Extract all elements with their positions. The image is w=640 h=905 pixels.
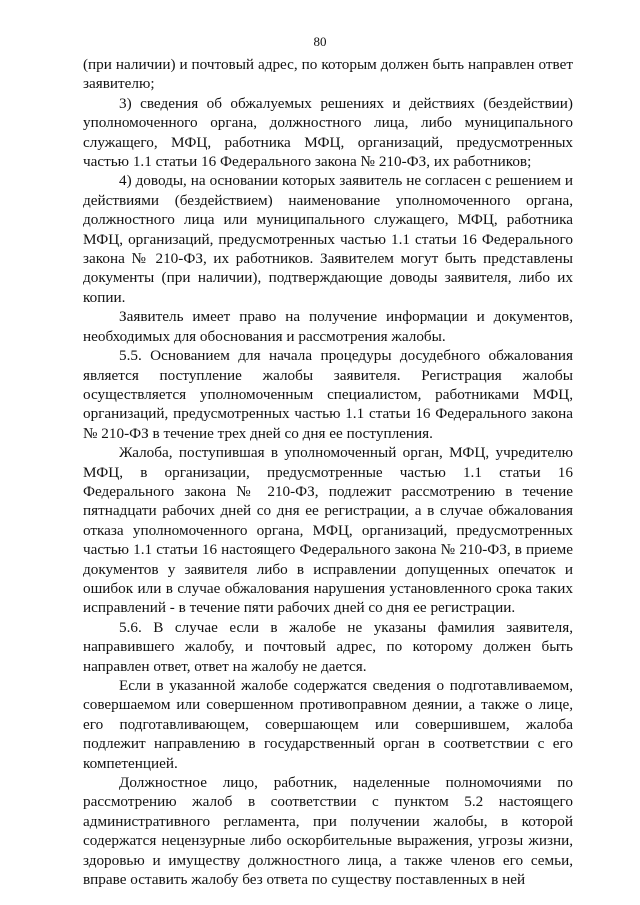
paragraph-unlawful-act-info: Если в указанной жалобе содержатся сведения о подготавливаемом, совершаемом или совершенном противоправном деянии, а также о лице, его подготавливающем, совершающем или совершившем, жалоба подлежит направлению в государственный орган в соответствии с его компетенцией. — [83, 677, 573, 772]
paragraph-offensive-content: Должностное лицо, работник, наделенные полномочиями по рассмотрению жалоб в соответствии с пунктом 5.2 настоящего административного регламента, при получении жалобы, в которой содержатся нецензурные либо оскорбительные выражения, угрозы жизни, здоровью и имуществу должностного лица, а также членов его семьи, вправе оставить жалобу без ответа по существу поставленных в ней — [83, 774, 573, 889]
paragraph-applicant-rights: Заявитель имеет право на получение информации и документов, необходимых для обоснования и рассмотрения жалобы. — [83, 308, 573, 345]
page-number: 80 — [313, 34, 327, 49]
paragraph-complaint-review-terms: Жалоба, поступившая в уполномоченный орган, МФЦ, учредителю МФЦ, в организации, предусмотренные частью 1.1 статьи 16 Федерального закона № 210-ФЗ, подлежит рассмотрению в течение пятнадцати рабочих дней со дня ее регистрации, а в случае обжалования отказа уполномоченного органа, МФЦ, организаций, предусмотренных частью 1.1 статьи 16 настоящего Федерального закона № 210-ФЗ, в приеме документов у заявителя либо в исправлении допущенных опечаток и ошибок или в случае обжалования нарушения установленного срока таких исправлений - в течение пяти рабочих дней со дня ее регистрации. — [83, 444, 573, 617]
paragraph-item-3: 3) сведения об обжалуемых решениях и действиях (бездействии) уполномоченного органа, должностного лица, либо муниципального служащего, МФЦ, работника МФЦ, организаций, предусмотренных частью 1.1 статьи 16 Федерального закона № 210-ФЗ, их работников; — [83, 94, 573, 171]
paragraph-section-5-6: 5.6. В случае если в жалобе не указаны фамилия заявителя, направившего жалобу, и почтовый адрес, по которому должен быть направлен ответ, ответ на жалобу не дается. — [83, 618, 573, 675]
paragraph-item-4: 4) доводы, на основании которых заявитель не согласен с решением и действиями (бездействием) наименование уполномоченного органа, должностного лица или муниципального служащего, МФЦ, работника МФЦ, организаций, предусмотренных частью 1.1 статьи 16 Федерального закона № 210-ФЗ, их работников. Заявителем могут быть представлены документы (при наличии), подтверждающие доводы заявителя, либо их копии. — [83, 172, 573, 306]
document-body — [83, 55, 573, 889]
paragraph-section-5-5: 5.5. Основанием для начала процедуры досудебного обжалования является поступление жалобы заявителя. Регистрация жалобы осуществляется уполномоченным специалистом, работниками МФЦ, организаций, предусмотренных частью 1.1 статьи 16 Федерального закона № 210-ФЗ в течение трех дней со дня ее поступления. — [83, 347, 573, 442]
paragraph-address-continuation: (при наличии) и почтовый адрес, по которым должен быть направлен ответ заявителю; — [83, 56, 573, 93]
